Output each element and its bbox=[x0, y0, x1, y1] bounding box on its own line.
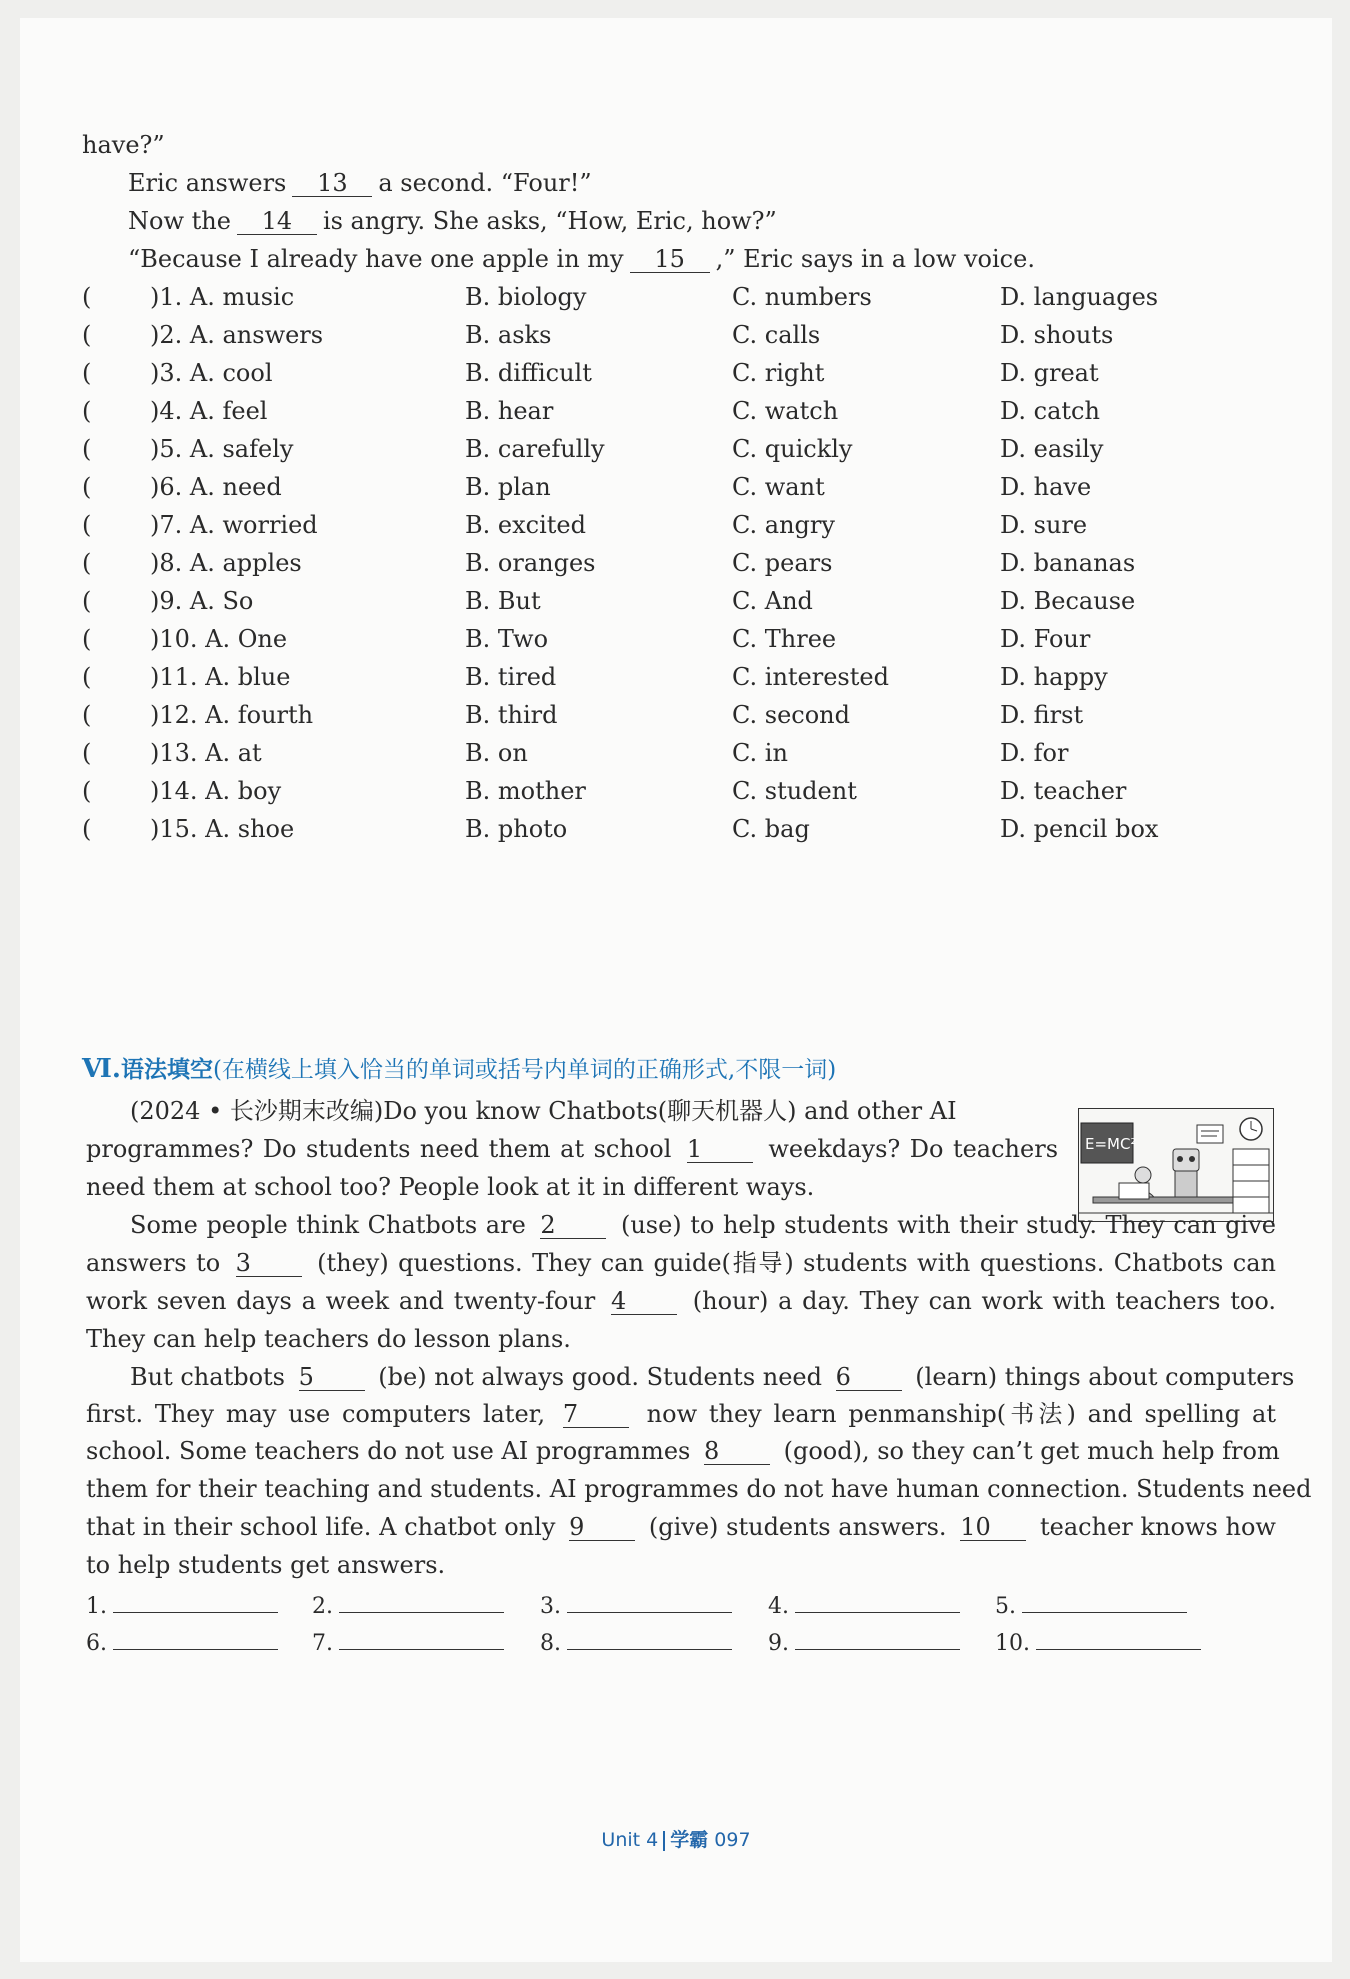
question-row bbox=[20, 814, 1332, 844]
option-d: D. happy bbox=[1000, 663, 1108, 691]
passage-line: programmes? Do students need them at school 1 weekdays? Do teachers bbox=[86, 1135, 1059, 1163]
option-d: D. languages bbox=[1000, 283, 1159, 311]
answer-paren[interactable]: ( bbox=[82, 321, 92, 349]
option-d: D. catch bbox=[1000, 397, 1100, 425]
question-row bbox=[20, 320, 1332, 350]
footer-unit: Unit 4 bbox=[601, 1829, 659, 1851]
question-row bbox=[20, 282, 1332, 312]
answer-paren[interactable]: ( bbox=[82, 549, 92, 577]
option-d: D. teacher bbox=[1000, 777, 1127, 805]
option-c: C. interested bbox=[732, 663, 889, 691]
blank-15: 15 bbox=[630, 246, 710, 273]
option-d: D. for bbox=[1000, 739, 1069, 767]
option-a: )11. A. blue bbox=[150, 663, 291, 691]
option-d: D. great bbox=[1000, 359, 1099, 387]
svg-text:E=MC²: E=MC² bbox=[1085, 1135, 1137, 1153]
passage-line: that in their school life. A chatbot only 9 (give) students answers. 10 teacher knows how bbox=[86, 1513, 1276, 1541]
answer-paren[interactable]: ( bbox=[82, 701, 92, 729]
option-d: D. bananas bbox=[1000, 549, 1136, 577]
option-a: )3. A. cool bbox=[150, 359, 273, 387]
option-d: D. shouts bbox=[1000, 321, 1114, 349]
answer-row bbox=[20, 1627, 1332, 1661]
answer-paren[interactable]: ( bbox=[82, 511, 92, 539]
option-d: D. easily bbox=[1000, 435, 1104, 463]
option-c: C. student bbox=[732, 777, 857, 805]
answer-slot[interactable]: 10. bbox=[995, 1627, 1201, 1656]
answer-slot[interactable]: 9. bbox=[768, 1627, 960, 1656]
worksheet-page bbox=[20, 18, 1332, 1962]
option-b: B. oranges bbox=[465, 549, 596, 577]
option-b: B. But bbox=[465, 587, 541, 615]
passage-line: (2024 • 长沙期末改编)Do you know Chatbots(聊天机器人) and other AI bbox=[130, 1097, 957, 1125]
blank-14: 14 bbox=[237, 208, 317, 235]
page-footer bbox=[20, 1825, 1332, 1852]
question-row bbox=[20, 396, 1332, 426]
option-a: )8. A. apples bbox=[150, 549, 302, 577]
question-row bbox=[20, 776, 1332, 806]
answer-slot[interactable]: 6. bbox=[86, 1627, 278, 1656]
blank-3: 3 bbox=[236, 1250, 302, 1277]
blank-2: 2 bbox=[540, 1212, 606, 1239]
blank-8: 8 bbox=[704, 1438, 770, 1465]
question-row bbox=[20, 358, 1332, 388]
option-b: B. third bbox=[465, 701, 558, 729]
chatbot-illustration bbox=[1078, 1108, 1274, 1222]
option-d: D. Because bbox=[1000, 587, 1136, 615]
option-b: B. on bbox=[465, 739, 528, 767]
option-b: B. difficult bbox=[465, 359, 592, 387]
option-b: B. plan bbox=[465, 473, 551, 501]
passage-line: them for their teaching and students. AI programmes do not have human connection. Students need bbox=[86, 1475, 1312, 1503]
page-number: 097 bbox=[714, 1829, 751, 1851]
option-c: C. bag bbox=[732, 815, 810, 843]
option-d: D. have bbox=[1000, 473, 1092, 501]
option-a: )12. A. fourth bbox=[150, 701, 314, 729]
option-a: )7. A. worried bbox=[150, 511, 318, 539]
option-a: )15. A. shoe bbox=[150, 815, 295, 843]
answer-slot[interactable]: 1. bbox=[86, 1590, 278, 1619]
passage-line: school. Some teachers do not use AI programmes 8 (good), so they can’t get much help from bbox=[86, 1437, 1280, 1465]
option-c: C. in bbox=[732, 739, 788, 767]
passage-line: need them at school too? People look at it in different ways. bbox=[86, 1173, 815, 1201]
option-c: C. Three bbox=[732, 625, 837, 653]
option-a: )13. A. at bbox=[150, 739, 262, 767]
passage-line: have?” bbox=[82, 131, 165, 159]
passage-line: Some people think Chatbots are 2 (use) to help students with their study. They can give bbox=[130, 1211, 1276, 1239]
question-row bbox=[20, 662, 1332, 692]
answer-slot[interactable]: 4. bbox=[768, 1590, 960, 1619]
answer-paren[interactable]: ( bbox=[82, 625, 92, 653]
passage-line: work seven days a week and twenty-four 4 (hour) a day. They can work with teachers too. bbox=[86, 1287, 1276, 1315]
option-c: C. angry bbox=[732, 511, 835, 539]
option-c: C. quickly bbox=[732, 435, 853, 463]
answer-slot[interactable]: 8. bbox=[540, 1627, 732, 1656]
option-c: C. And bbox=[732, 587, 813, 615]
passage-line: answers to 3 (they) questions. They can guide(指导) students with questions. Chatbots can bbox=[86, 1249, 1276, 1277]
option-a: )2. A. answers bbox=[150, 321, 324, 349]
footer-brand: 学霸 bbox=[670, 1829, 709, 1851]
answer-slot[interactable]: 2. bbox=[312, 1590, 504, 1619]
option-a: )14. A. boy bbox=[150, 777, 282, 805]
option-d: D. Four bbox=[1000, 625, 1091, 653]
question-row bbox=[20, 586, 1332, 616]
question-row bbox=[20, 434, 1332, 464]
option-b: B. carefully bbox=[465, 435, 605, 463]
option-b: B. asks bbox=[465, 321, 552, 349]
answer-paren[interactable]: ( bbox=[82, 435, 92, 463]
option-a: )6. A. need bbox=[150, 473, 282, 501]
question-row bbox=[20, 548, 1332, 578]
option-b: B. mother bbox=[465, 777, 586, 805]
option-c: C. want bbox=[732, 473, 825, 501]
passage-line: first. They may use computers later, 7 now they learn penmanship(书法) and spelling at bbox=[86, 1400, 1276, 1428]
option-a: )9. A. So bbox=[150, 587, 254, 615]
answer-paren[interactable]: ( bbox=[82, 739, 92, 767]
option-d: D. pencil box bbox=[1000, 815, 1159, 843]
question-row bbox=[20, 624, 1332, 654]
passage-line: They can help teachers do lesson plans. bbox=[86, 1325, 571, 1353]
option-b: B. Two bbox=[465, 625, 549, 653]
option-b: B. tired bbox=[465, 663, 557, 691]
blank-13: 13 bbox=[292, 170, 372, 197]
answer-paren[interactable]: ( bbox=[82, 815, 92, 843]
answer-paren[interactable]: ( bbox=[82, 359, 92, 387]
option-b: B. biology bbox=[465, 283, 587, 311]
question-row bbox=[20, 510, 1332, 540]
option-c: C. pears bbox=[732, 549, 833, 577]
answer-paren[interactable]: ( bbox=[82, 663, 92, 691]
passage-line: to help students get answers. bbox=[86, 1551, 446, 1579]
question-row bbox=[20, 700, 1332, 730]
option-b: B. excited bbox=[465, 511, 586, 539]
answer-paren[interactable]: ( bbox=[82, 473, 92, 501]
answer-paren[interactable]: ( bbox=[82, 283, 92, 311]
answer-slot[interactable]: 3. bbox=[540, 1590, 732, 1619]
option-c: C. right bbox=[732, 359, 825, 387]
option-a: )5. A. safely bbox=[150, 435, 294, 463]
option-b: B. photo bbox=[465, 815, 568, 843]
option-b: B. hear bbox=[465, 397, 554, 425]
option-d: D. first bbox=[1000, 701, 1084, 729]
question-row bbox=[20, 738, 1332, 768]
option-d: D. sure bbox=[1000, 511, 1088, 539]
blank-10: 10 bbox=[960, 1514, 1026, 1541]
section-title: Ⅵ.语法填空(在横线上填入恰当的单词或括号内单词的正确形式,不限一词) bbox=[82, 1054, 837, 1084]
option-c: C. numbers bbox=[732, 283, 872, 311]
blank-1: 1 bbox=[687, 1136, 753, 1163]
option-a: )1. A. music bbox=[150, 283, 295, 311]
passage-line: Now the 14 is angry. She asks, “How, Eric, how?” bbox=[128, 207, 777, 235]
option-c: C. second bbox=[732, 701, 850, 729]
blank-7: 7 bbox=[563, 1401, 629, 1428]
answer-slot[interactable]: 5. bbox=[995, 1590, 1187, 1619]
blank-5: 5 bbox=[299, 1364, 365, 1391]
answer-paren[interactable]: ( bbox=[82, 777, 92, 805]
blank-9: 9 bbox=[569, 1514, 635, 1541]
question-row bbox=[20, 472, 1332, 502]
answer-slot[interactable]: 7. bbox=[312, 1627, 504, 1656]
answer-paren[interactable]: ( bbox=[82, 587, 92, 615]
passage-line: But chatbots 5 (be) not always good. Students need 6 (learn) things about computers bbox=[130, 1363, 1295, 1391]
option-c: C. calls bbox=[732, 321, 821, 349]
passage-line: “Because I already have one apple in my 15 ,” Eric says in a low voice. bbox=[128, 245, 1035, 273]
blank-4: 4 bbox=[611, 1288, 677, 1315]
option-c: C. watch bbox=[732, 397, 839, 425]
blank-6: 6 bbox=[836, 1364, 902, 1391]
answer-paren[interactable]: ( bbox=[82, 397, 92, 425]
option-a: )4. A. feel bbox=[150, 397, 268, 425]
passage-line: Eric answers 13 a second. “Four!” bbox=[128, 169, 592, 197]
answer-row bbox=[20, 1590, 1332, 1624]
option-a: )10. A. One bbox=[150, 625, 288, 653]
